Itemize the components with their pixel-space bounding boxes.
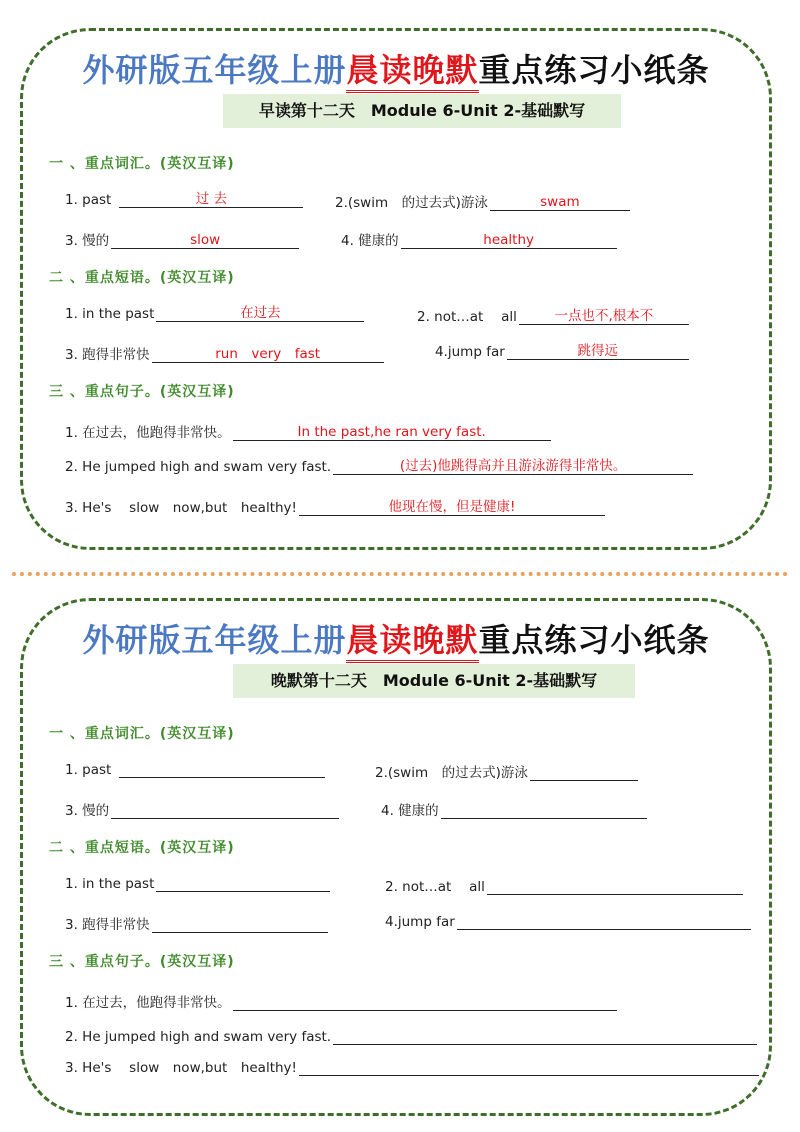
sentence-s2 <box>65 1028 757 1045</box>
phrase-p2 <box>385 875 743 895</box>
title-part-1: 外研版五年级上册 <box>82 621 347 659</box>
vocab-q3 <box>65 229 299 249</box>
worksheet-title <box>23 615 769 661</box>
sentence-s3-answer[interactable]: 他现在慢，但是健康! <box>299 499 605 516</box>
title-part-3: 重点练习小纸条 <box>478 51 710 89</box>
vocab-q4-prompt: 4. 健康的 <box>381 803 439 819</box>
section-phrases: 二 、重点短语。(英汉互译) <box>49 270 235 286</box>
title-part-2: 晨读晚默 <box>346 621 478 663</box>
phrase-p1-answer[interactable]: 在过去 <box>156 305 364 322</box>
phrase-p2-answer[interactable]: 一点也不,根本不 <box>519 308 689 325</box>
phrase-p4 <box>385 913 751 930</box>
section-vocabulary: 一 、重点词汇。(英汉互译) <box>49 156 235 172</box>
sentence-s1-answer[interactable]: In the past,he ran very fast. <box>233 424 551 441</box>
title-part-1: 外研版五年级上册 <box>82 51 347 89</box>
vocab-q2-blank[interactable] <box>530 764 638 781</box>
vocab-q2-answer[interactable]: swam <box>490 194 630 211</box>
section-phrases: 二 、重点短语。(英汉互译) <box>49 840 235 856</box>
phrase-p2-blank[interactable] <box>487 878 743 895</box>
vocab-q4 <box>341 229 617 249</box>
phrase-p4-answer[interactable]: 跳得远 <box>507 343 689 360</box>
sentence-s1-prompt: 1. 在过去，他跑得非常快。 <box>65 995 231 1011</box>
vocab-q3-prompt: 3. 慢的 <box>65 233 110 249</box>
phrase-p3-blank[interactable] <box>152 916 328 933</box>
phrase-p4-blank[interactable] <box>457 913 751 930</box>
section-divider <box>12 572 788 576</box>
phrase-p3-answer[interactable]: run very fast <box>152 346 384 363</box>
phrase-p1 <box>65 305 364 322</box>
sentence-s3-prompt: 3. He's slow now,but healthy! <box>65 1060 297 1076</box>
section-sentences: 三 、重点句子。(英汉互译) <box>49 384 235 400</box>
vocab-q2 <box>335 191 630 211</box>
vocab-q3-blank[interactable] <box>111 802 339 819</box>
vocab-q4-answer[interactable]: healthy <box>401 232 617 249</box>
vocab-q2-prompt: 2.(swim 的过去式)游泳 <box>335 195 488 211</box>
phrase-p1 <box>65 875 330 892</box>
worksheet-title <box>23 45 769 91</box>
phrase-p4 <box>435 343 689 360</box>
sentence-s3-blank[interactable] <box>299 1059 759 1076</box>
vocab-q1 <box>65 191 303 208</box>
phrase-p3 <box>65 913 328 933</box>
vocab-q1 <box>65 761 325 778</box>
phrase-p2 <box>417 305 689 325</box>
vocab-q1-prompt: 1. past <box>65 762 112 778</box>
vocab-q2 <box>375 761 638 781</box>
section-vocabulary: 一 、重点词汇。(英汉互译) <box>49 726 235 742</box>
phrase-p2-prompt: 2. not…at all <box>417 309 517 325</box>
sentence-s1 <box>65 991 617 1011</box>
evening-worksheet-card <box>20 598 772 1116</box>
sentence-s3 <box>65 496 605 516</box>
morning-banner: 早读第十二天 Module 6-Unit 2-基础默写 <box>223 94 621 128</box>
sentence-s2 <box>65 458 693 475</box>
vocab-q1-answer[interactable]: 过 去 <box>119 191 303 208</box>
evening-banner: 晚默第十二天 Module 6-Unit 2-基础默写 <box>233 664 635 698</box>
phrase-p3-prompt: 3. 跑得非常快 <box>65 347 150 363</box>
morning-worksheet-card <box>20 28 772 550</box>
sentence-s1-prompt: 1. 在过去，他跑得非常快。 <box>65 425 231 441</box>
vocab-q1-blank[interactable] <box>119 761 325 778</box>
phrase-p1-prompt: 1. in the past <box>65 306 155 322</box>
phrase-p1-blank[interactable] <box>156 875 330 892</box>
title-part-3: 重点练习小纸条 <box>478 621 710 659</box>
title-part-2: 晨读晚默 <box>346 51 478 93</box>
phrase-p3-prompt: 3. 跑得非常快 <box>65 917 150 933</box>
vocab-q4-prompt: 4. 健康的 <box>341 233 399 249</box>
phrase-p4-prompt: 4.jump far <box>385 914 455 930</box>
vocab-q2-prompt: 2.(swim 的过去式)游泳 <box>375 765 528 781</box>
phrase-p2-prompt: 2. not…at all <box>385 879 485 895</box>
vocab-q3-answer[interactable]: slow <box>111 232 299 249</box>
phrase-p3 <box>65 343 384 363</box>
sentence-s2-prompt: 2. He jumped high and swam very fast. <box>65 1029 332 1045</box>
sentence-s1-blank[interactable] <box>233 994 617 1011</box>
sentence-s2-prompt: 2. He jumped high and swam very fast. <box>65 459 332 475</box>
phrase-p4-prompt: 4.jump far <box>435 344 505 360</box>
vocab-q1-prompt: 1. past <box>65 192 112 208</box>
section-sentences: 三 、重点句子。(英汉互译) <box>49 954 235 970</box>
vocab-q4 <box>381 799 647 819</box>
sentence-s1 <box>65 421 551 441</box>
sentence-s2-blank[interactable] <box>333 1028 757 1045</box>
sentence-s2-answer[interactable]: (过去)他跳得高并且游泳游得非常快。 <box>333 458 693 475</box>
phrase-p1-prompt: 1. in the past <box>65 876 155 892</box>
vocab-q3 <box>65 799 339 819</box>
vocab-q4-blank[interactable] <box>441 802 647 819</box>
vocab-q3-prompt: 3. 慢的 <box>65 803 110 819</box>
sentence-s3-prompt: 3. He's slow now,but healthy! <box>65 500 297 516</box>
sentence-s3 <box>65 1056 759 1076</box>
